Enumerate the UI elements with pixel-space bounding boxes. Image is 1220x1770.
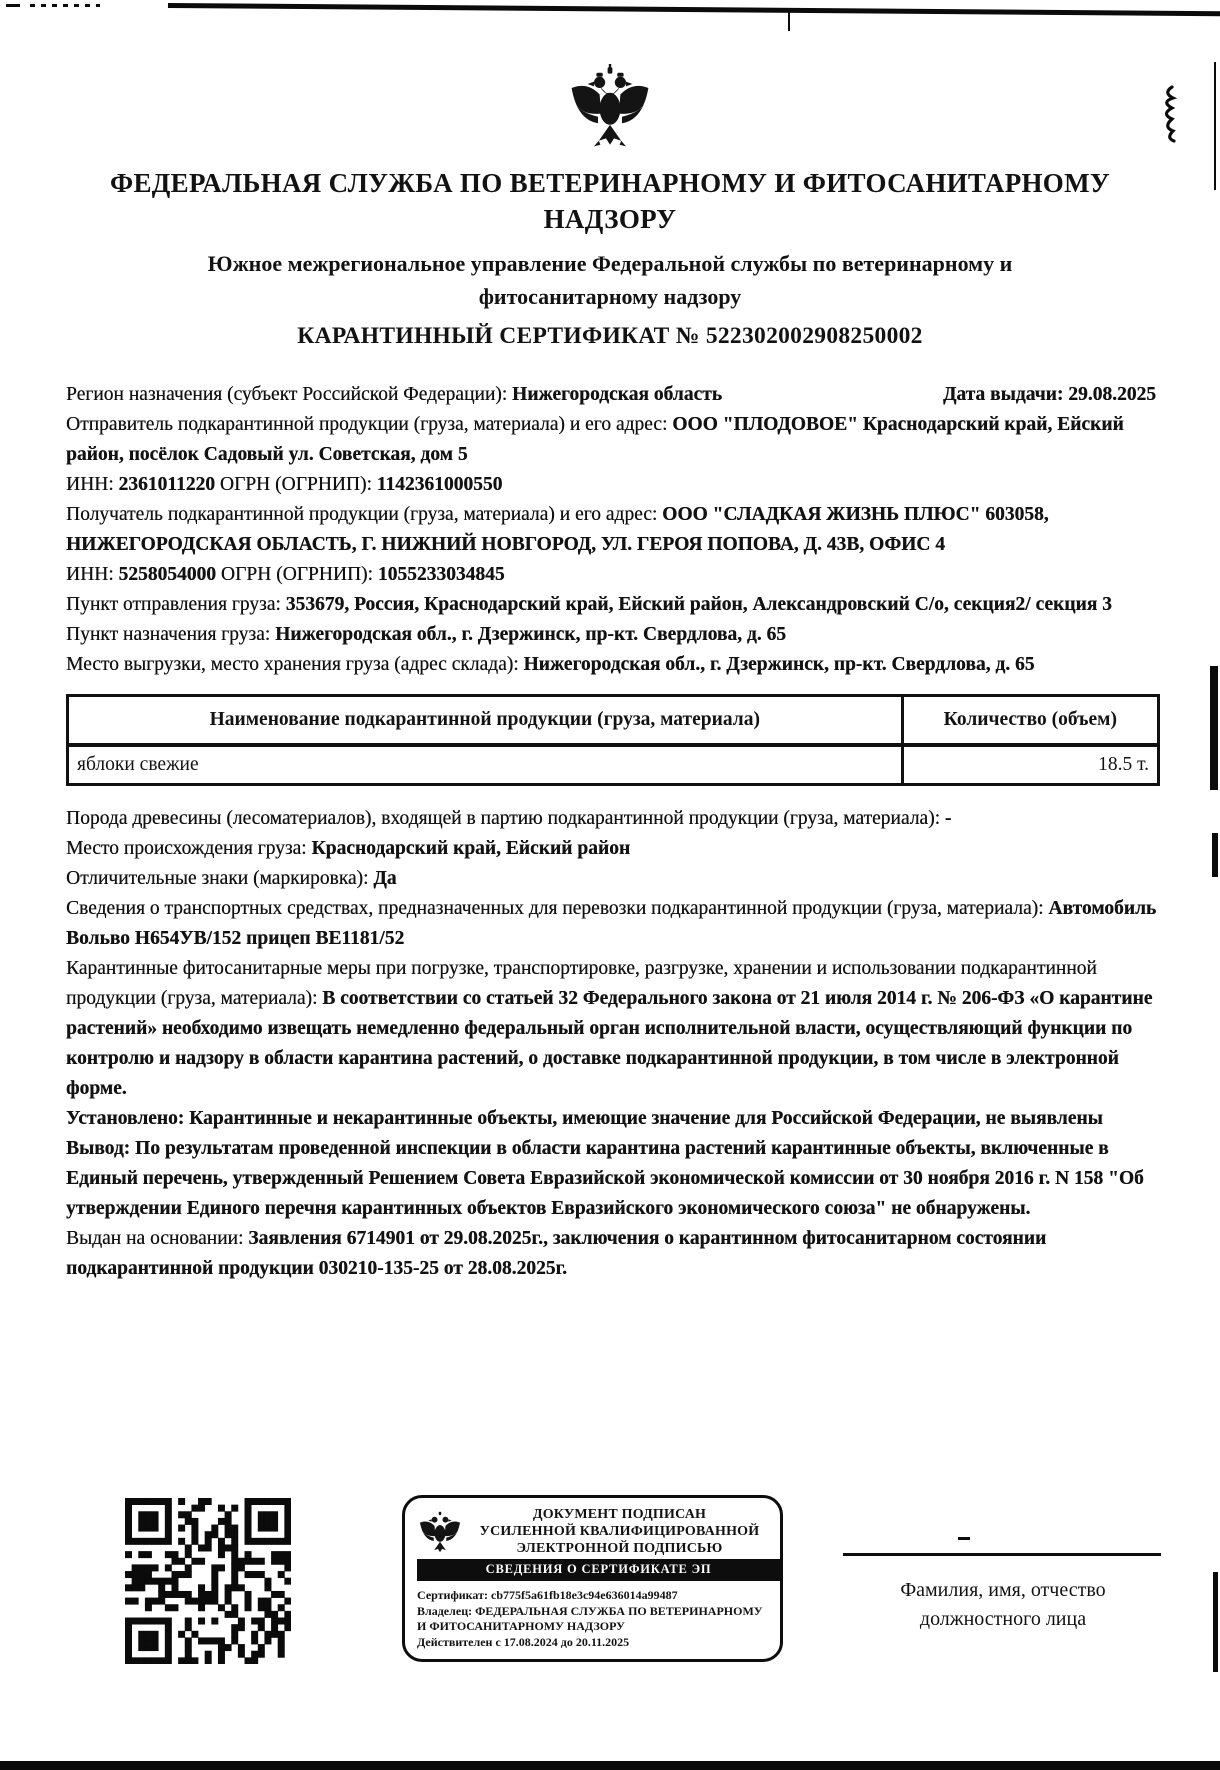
text-segment: Автомобиль Вольво Н654УВ/152 прицеп ВЕ1181/52 (66, 898, 1157, 949)
scan-artifact-right-bar (1210, 666, 1218, 790)
stamp-header (405, 1498, 780, 1559)
text-segment: ОГРН (ОГРНИП): (216, 564, 378, 585)
text-segment: ООО "ПЛОДОВОЕ" Краснодарский край, Ейский район, посёлок Садовый ул. Советская, дом 5 (66, 414, 1124, 465)
text-segment: Нижегородская обл., г. Дзержинск, пр-кт. Свердлова, д. 65 (523, 654, 1035, 675)
qr-code (125, 1498, 291, 1664)
stamp-emblem-eagle-icon (415, 1509, 465, 1555)
text-segment: Регион назначения (субъект Российской Федерации): (66, 384, 513, 405)
stamp-title-line1: ДОКУМЕНТ ПОДПИСАН (532, 1507, 707, 1522)
scan-artifact-top-speckle (30, 4, 100, 7)
text-segment: 2361011220 (118, 474, 215, 495)
stamp-certificate-bar: СВЕДЕНИЯ О СЕРТИФИКАТЕ ЭП (417, 1559, 780, 1581)
digital-signature-stamp (402, 1495, 783, 1662)
stamp-owner-line: Владелец: ФЕДЕРАЛЬНАЯ СЛУЖБА ПО ВЕТЕРИНАРНОМУ И ФИТОСАНИТАРНОМУ НАДЗОРУ (417, 1603, 763, 1633)
text-segment: ОГРН (ОГРНИП): (214, 474, 377, 495)
text-segment: Дата выдачи: 29.08.2025 (942, 384, 1156, 405)
text-segment: ИНН: (66, 474, 119, 495)
text-segment: Нижегородская область (512, 384, 723, 405)
document-field (66, 650, 1160, 680)
scan-artifact-right-mark-2 (1213, 1572, 1218, 1672)
document-field (66, 954, 1160, 1104)
text-segment: Отличительные знаки (маркировка): (66, 868, 374, 889)
scan-artifact-top-tick (788, 9, 790, 31)
text-segment: 5258054000 (118, 564, 217, 585)
document-field (66, 864, 1160, 894)
text-segment: 1055233034845 (377, 564, 505, 585)
text-segment: ООО "СЛАДКАЯ ЖИЗНЬ ПЛЮС" 603058, НИЖЕГОРОДСКАЯ ОБЛАСТЬ, Г. НИЖНИЙ НОВГОРОД, УЛ. ГЕРОЯ ПОПОВА, Д. 43В, ОФИС 4 (66, 504, 1049, 555)
signature-mark (958, 1537, 970, 1540)
text-segment: 353679, Россия, Краснодарский край, Ейский район, Александровский С/о, секция2/ секция 3 (285, 594, 1112, 615)
text-segment: ИНН: (66, 564, 119, 585)
text-segment: Нижегородская обл., г. Дзержинск, пр-кт. Свердлова, д. 65 (275, 624, 787, 645)
text-segment: Да (373, 868, 397, 889)
document-field (66, 380, 1160, 410)
fields-top-block (66, 380, 1160, 680)
agency-name: ФЕДЕРАЛЬНАЯ СЛУЖБА ПО ВЕТЕРИНАРНОМУ И ФИТОСАНИТАРНОМУ НАДЗОРУ (109, 168, 1110, 234)
document-field (66, 834, 1160, 864)
stamp-validity-line: Действителен с 17.08.2024 до 20.11.2025 (417, 1634, 630, 1649)
stamp-certificate-line: Сертификат: cb775f5a61fb18e3c94e636014a99487 (417, 1588, 678, 1602)
text-segment: Краснодарский край, Ейский район (311, 838, 631, 859)
goods-qty-header: Количество (объем) (902, 696, 1158, 746)
text-segment: - (944, 808, 952, 829)
stamp-title-line2: УСИЛЕННОЙ КВАЛИФИЦИРОВАННОЙ (479, 1524, 760, 1539)
signature-caption: Фамилия, имя, отчество должностного лица (900, 1579, 1106, 1630)
document-field (66, 410, 1160, 470)
text-segment: Заявления 6714901 от 29.08.2025г., заключения о карантинном фитосанитарном состоянии подкарантинной продукции 030210-135-25 от 28.08.2025г. (66, 1228, 1047, 1279)
text-segment: В соответствии со статьей 32 Федерального закона от 21 июля 2014 г. № 206-ФЗ «О карантине растений» необходимо извещать немедленно федеральный орган исполнительной власти, осуществляющий функции по контролю и надзору в области карантина растений, о доставке подкарантинной продукции, в том числе в электронной форме. (66, 988, 1153, 1099)
text-segment: Пункт отправления груза: (66, 594, 286, 615)
document-field (66, 500, 1160, 560)
text-segment: Получатель подкарантинной продукции (груза, материала) и его адрес: (66, 504, 663, 525)
division-name: Южное межрегиональное управление Федеральной службы по ветеринарному и фитосанитарному надзору (207, 251, 1013, 309)
document-field (66, 560, 1160, 590)
signature-line (843, 1553, 1161, 1556)
text-segment: Вывод: По результатам проведенной инспекции в области карантина растений карантинные объекты, включенные в Единый перечень, утвержденный Решением Совета Евразийской экономической комиссии от 30 ноября 2016 г. N 158 "Об утверждении Единого перечня карантинных объектов Евразийского экономического союза" не обнаружены. (66, 1138, 1144, 1219)
text-segment: 1142361000550 (376, 474, 503, 495)
goods-name-cell: яблоки свежие (68, 745, 903, 785)
document-field (66, 620, 1160, 650)
document-field (66, 1134, 1160, 1224)
scan-artifact-squiggle (1148, 84, 1184, 156)
scan-artifact-top-left-dash (6, 4, 20, 7)
table-row (68, 745, 1159, 785)
text-segment: Место выгрузки, место хранения груза (адрес склада): (66, 654, 524, 675)
stamp-title-line3: ЭЛЕКТРОННОЙ ПОДПИСЬЮ (516, 1541, 723, 1556)
document-field (66, 1104, 1160, 1134)
certificate-title: КАРАНТИННЫЙ СЕРТИФИКАТ № 522302002908250002 (297, 323, 923, 349)
text-segment: Сведения о транспортных средствах, предназначенных для перевозки подкарантинной продукции (груза, материала): (66, 898, 1049, 919)
text-segment: Место происхождения груза: (66, 838, 312, 859)
stamp-title (465, 1506, 774, 1557)
document-body (0, 380, 1220, 1284)
scan-artifact-right-line (1214, 62, 1216, 190)
document-field (66, 894, 1160, 954)
goods-table (66, 694, 1160, 786)
text-segment: Пункт назначения груза: (66, 624, 276, 645)
text-segment: Порода древесины (лесоматериалов), входящей в партию подкарантинной продукции (груза, материала): (66, 808, 945, 829)
text-segment: Установлено: Карантинные и некарантинные объекты, имеющие значение для Российской Федерации, не выявлены (66, 1108, 1103, 1129)
goods-qty-cell: 18.5 т. (902, 745, 1158, 785)
fields-bottom-block (66, 804, 1160, 1284)
goods-name-header: Наименование подкарантинной продукции (груза, материала) (68, 696, 903, 746)
scan-artifact-bottom-bar (0, 1761, 1220, 1770)
text-segment: Карантинные фитосанитарные меры при погрузке, транспортировке, разгрузке, хранении и использовании подкарантинной продукции (груза, материала): (66, 958, 1097, 1009)
document-field (66, 804, 1160, 834)
stamp-details (405, 1581, 780, 1650)
goods-table-header-row (68, 696, 1159, 746)
header-emblem-wrap (0, 0, 1220, 153)
document-field (66, 590, 1160, 620)
text-segment: Выдан на основании: (66, 1228, 249, 1249)
scan-artifact-right-mark (1212, 833, 1218, 877)
document-field (66, 470, 1160, 500)
state-emblem-eagle-icon (562, 64, 658, 148)
text-segment: Отправитель подкарантинной продукции (груза, материала) и его адрес: (66, 414, 673, 435)
document-field (66, 1224, 1160, 1284)
